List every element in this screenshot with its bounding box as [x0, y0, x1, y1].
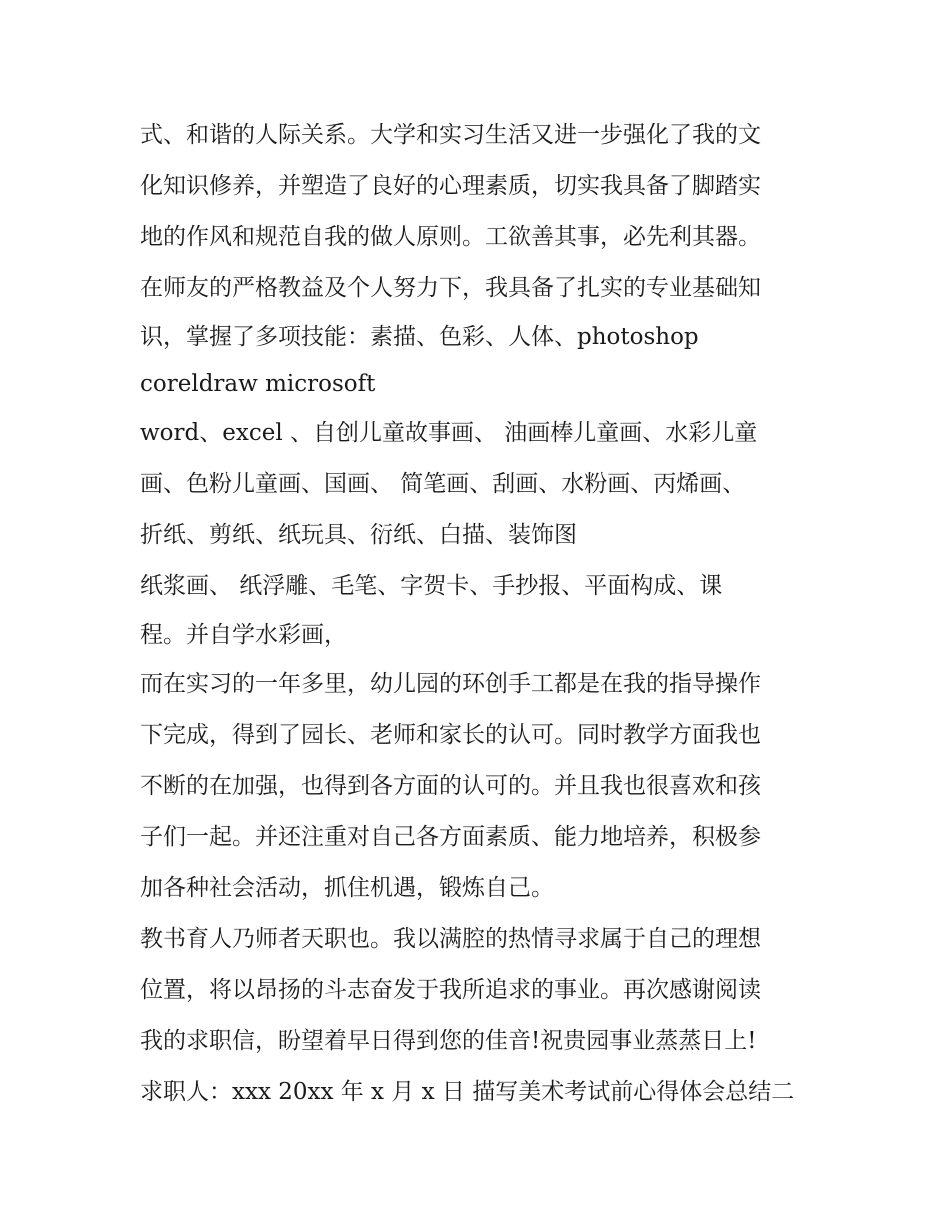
text-line: coreldraw microsoft	[140, 371, 376, 397]
text-line: 子们一起。并还注重对自己各方面素质、能力地培养，积极参	[140, 824, 761, 850]
text-line: 加各种社会活动，抓住机遇，锻炼自己。	[140, 875, 554, 901]
text-line: 不断的在加强，也得到各方面的认可的。并且我也很喜欢和孩	[140, 773, 761, 799]
text-line: 下完成，得到了园长、老师和家长的认可。同时教学方面我也	[140, 722, 761, 748]
text-line: 程。并自学水彩画，	[140, 622, 347, 648]
document-body	[140, 110, 820, 1118]
text-line: 在师友的严格教益及个人努力下，我具备了扎实的专业基础知	[140, 275, 761, 301]
text-line: 而在实习的一年多里，幼儿园的环创手工都是在我的指导操作	[140, 671, 761, 697]
text-line: 纸浆画、 纸浮雕、毛笔、字贺卡、手抄报、平面构成、课	[140, 573, 723, 599]
text-line: 折纸、剪纸、纸玩具、衍纸、白描、装饰图	[140, 522, 577, 548]
text-line: word、excel 、自创儿童故事画、 油画棒儿童画、水彩儿童	[140, 420, 758, 446]
text-line: 我的求职信，盼望着早日得到您的佳音!祝贵园事业蒸蒸日上!	[140, 1028, 757, 1054]
text-line: 位置，将以昂扬的斗志奋发于我所追求的事业。再次感谢阅读	[140, 977, 761, 1003]
text-line: 化知识修养，并塑造了良好的心理素质，切实我具备了脚踏实	[140, 173, 761, 199]
text-line: 式、和谐的人际关系。大学和实习生活又进一步强化了我的文	[140, 122, 761, 148]
text-line: 地的作风和规范自我的做人原则。工欲善其事，必先利其器。	[140, 224, 761, 250]
text-line: 教书育人乃师者天职也。我以满腔的热情寻求属于自己的理想	[140, 926, 761, 952]
text-line: 求职人：xxx 20xx 年 x 月 x 日 描写美术考试前心得体会总结二	[140, 1079, 795, 1105]
text-line: 识，掌握了多项技能：素描、色彩、人体、photoshop	[140, 324, 699, 350]
text-line: 画、色粉儿童画、国画、 简笔画、刮画、水粉画、丙烯画、	[140, 471, 746, 497]
